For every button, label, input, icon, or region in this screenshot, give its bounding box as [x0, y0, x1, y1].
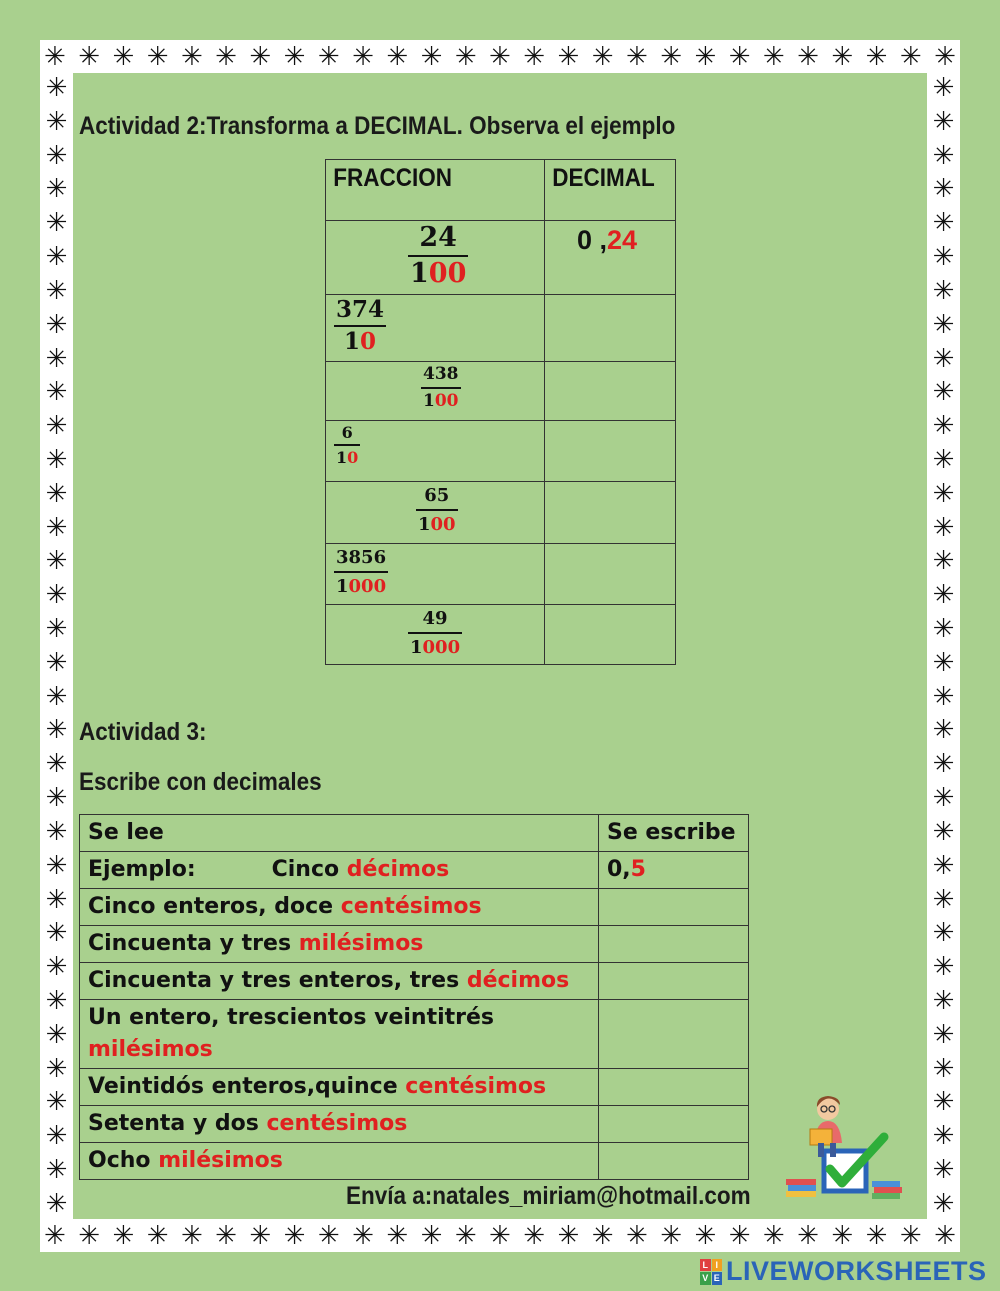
denominator: 10: [336, 448, 359, 467]
border-flower-icon: ✳: [146, 1220, 169, 1251]
border-flower-icon: ✳: [694, 1220, 717, 1251]
activity2-title: Actividad 2:Transforma a DECIMAL. Observa el ejemplo: [79, 112, 676, 140]
border-flower-icon: ✳: [45, 918, 68, 949]
border-flower-icon: ✳: [728, 41, 751, 72]
border-flower-icon: ✳: [45, 208, 68, 239]
border-flower-icon: ✳: [45, 106, 68, 137]
decimal-answer-input[interactable]: [545, 482, 676, 544]
fraction: [408, 221, 468, 291]
table-row-example: [80, 852, 749, 889]
border-flower-icon: ✳: [694, 41, 717, 72]
denominator: 1000: [410, 637, 461, 658]
border-flower-icon: ✳: [215, 41, 237, 72]
border-flower-icon: ✳: [78, 1220, 101, 1251]
denominator: 100: [418, 514, 456, 535]
email-footer: Envía a:natales_miriam@hotmail.com: [346, 1182, 751, 1210]
border-flower-icon: ✳: [932, 1019, 955, 1050]
top-border-decoration: [40, 40, 960, 73]
numerator: 49: [422, 608, 448, 629]
decimal-answer-input[interactable]: [545, 362, 676, 421]
read-text: Ocho milésimos: [80, 1143, 599, 1180]
numerator: 6: [341, 423, 353, 442]
activity3-title: Actividad 3:: [79, 718, 207, 746]
border-flower-icon: ✳: [591, 41, 614, 72]
border-flower-icon: ✳: [932, 512, 955, 543]
border-flower-icon: ✳: [44, 41, 66, 72]
border-flower-icon: ✳: [932, 1188, 955, 1219]
numerator: 3856: [336, 547, 387, 568]
numerator: 65: [424, 485, 450, 506]
border-flower-icon: ✳: [249, 41, 272, 72]
denominator: 1000: [336, 576, 387, 597]
liveworksheets-brand: [700, 1256, 987, 1287]
border-flower-icon: ✳: [45, 1053, 68, 1084]
border-flower-icon: ✳: [45, 343, 68, 374]
table-row: [80, 926, 749, 963]
numerator: 24: [419, 222, 457, 253]
border-flower-icon: ✳: [797, 41, 819, 72]
decimal-answer-input[interactable]: [545, 421, 676, 482]
border-flower-icon: ✳: [45, 850, 68, 881]
border-flower-icon: ✳: [45, 411, 68, 442]
border-flower-icon: ✳: [660, 1220, 683, 1251]
table-row: [326, 605, 676, 665]
decimal-answer-input[interactable]: [545, 605, 676, 665]
border-flower-icon: ✳: [932, 377, 955, 408]
border-flower-icon: ✳: [932, 478, 955, 509]
table-row: [80, 1069, 749, 1106]
border-flower-icon: ✳: [932, 884, 955, 915]
border-flower-icon: ✳: [932, 850, 955, 881]
denominator: 100: [410, 258, 467, 289]
decimal-header: DECIMAL: [545, 160, 676, 221]
border-flower-icon: ✳: [45, 478, 68, 509]
border-flower-icon: ✳: [932, 647, 955, 678]
border-flower-icon: ✳: [215, 1220, 237, 1251]
decimal-answer-input[interactable]: [545, 295, 676, 362]
table-row: [326, 544, 676, 605]
border-flower-icon: ✳: [932, 985, 955, 1016]
border-flower-icon: ✳: [932, 783, 955, 814]
border-flower-icon: ✳: [557, 1220, 580, 1251]
border-flower-icon: ✳: [523, 1220, 546, 1251]
denominator: 100: [423, 391, 459, 411]
border-flower-icon: ✳: [45, 546, 68, 577]
table-row: [80, 963, 749, 1000]
fraction: [421, 362, 461, 414]
border-flower-icon: ✳: [78, 41, 101, 72]
border-flower-icon: ✳: [932, 1121, 955, 1152]
border-flower-icon: ✳: [317, 41, 340, 72]
write-header: Se escribe: [599, 815, 749, 852]
table-row: [326, 421, 676, 482]
border-flower-icon: ✳: [45, 681, 68, 712]
border-flower-icon: ✳: [932, 1155, 955, 1185]
border-flower-icon: ✳: [762, 41, 785, 72]
border-flower-icon: ✳: [932, 174, 955, 205]
fraction: [416, 482, 458, 538]
border-flower-icon: ✳: [932, 411, 955, 442]
border-flower-icon: ✳: [45, 783, 68, 814]
border-flower-icon: ✳: [932, 275, 955, 306]
decimal-answer-input[interactable]: [545, 544, 676, 605]
read-text: Cincuenta y tres milésimos: [80, 926, 599, 963]
border-flower-icon: ✳: [45, 1188, 68, 1219]
border-flower-icon: ✳: [932, 73, 955, 103]
border-flower-icon: ✳: [899, 41, 922, 72]
border-flower-icon: ✳: [45, 444, 68, 475]
right-border-decoration: [927, 73, 960, 1219]
border-flower-icon: ✳: [45, 1019, 68, 1050]
border-flower-icon: ✳: [45, 715, 68, 746]
border-flower-icon: ✳: [557, 41, 580, 72]
border-flower-icon: ✳: [660, 41, 683, 72]
border-flower-icon: ✳: [352, 1220, 374, 1251]
border-flower-icon: ✳: [932, 580, 955, 611]
border-flower-icon: ✳: [934, 1220, 956, 1251]
read-write-table: [79, 814, 749, 1180]
border-flower-icon: ✳: [932, 1087, 955, 1118]
brand-text: LIVEWORKSHEETS: [726, 1256, 987, 1286]
border-flower-icon: ✳: [45, 1087, 68, 1118]
table-row: [326, 295, 676, 362]
border-flower-icon: ✳: [180, 41, 203, 72]
border-flower-icon: ✳: [45, 952, 68, 983]
border-flower-icon: ✳: [523, 41, 546, 72]
border-flower-icon: ✳: [932, 749, 955, 780]
border-flower-icon: ✳: [932, 715, 955, 746]
border-flower-icon: ✳: [283, 1220, 306, 1251]
fraction: [334, 544, 388, 600]
fraction: [334, 295, 386, 357]
write-answer-input[interactable]: [599, 1106, 749, 1143]
write-answer-input[interactable]: [599, 963, 749, 1000]
border-flower-icon: ✳: [45, 884, 68, 915]
border-flower-icon: ✳: [831, 41, 854, 72]
denominator: 10: [343, 328, 377, 355]
fraction-table: [325, 159, 676, 665]
border-flower-icon: ✳: [45, 647, 68, 678]
border-flower-icon: ✳: [831, 1220, 854, 1251]
border-flower-icon: ✳: [932, 140, 955, 171]
activity3-subtitle: Escribe con decimales: [79, 768, 322, 796]
border-flower-icon: ✳: [180, 1220, 203, 1251]
write-answer-input[interactable]: [599, 1000, 749, 1069]
table-row: [326, 482, 676, 544]
table-row: [80, 1000, 749, 1069]
numerator: 438: [423, 364, 459, 384]
border-flower-icon: ✳: [420, 1220, 443, 1251]
table-row: [80, 1106, 749, 1143]
border-flower-icon: ✳: [865, 1220, 888, 1251]
write-answer-input[interactable]: [599, 1069, 749, 1106]
border-flower-icon: ✳: [728, 1220, 751, 1251]
border-flower-icon: ✳: [762, 1220, 785, 1251]
border-flower-icon: ✳: [317, 1220, 340, 1251]
border-flower-icon: ✳: [932, 952, 955, 983]
border-flower-icon: ✳: [934, 41, 956, 72]
read-text: Veintidós enteros,quince centésimos: [80, 1069, 599, 1106]
table-row: [326, 362, 676, 421]
write-answer-input[interactable]: [599, 1143, 749, 1180]
border-flower-icon: ✳: [45, 749, 68, 780]
table-row: [80, 889, 749, 926]
border-flower-icon: ✳: [932, 816, 955, 847]
border-flower-icon: ✳: [283, 41, 306, 72]
border-flower-icon: ✳: [625, 41, 648, 72]
fraction-header: FRACCION: [326, 160, 545, 221]
bottom-border-decoration: [40, 1219, 960, 1252]
border-flower-icon: ✳: [591, 1220, 614, 1251]
decimal-answer-example: 0 ,24: [545, 221, 676, 295]
border-flower-icon: ✳: [45, 816, 68, 847]
border-flower-icon: ✳: [45, 275, 68, 306]
border-flower-icon: ✳: [352, 41, 374, 72]
liveworksheets-logo-icon: L I V E: [700, 1259, 722, 1285]
border-flower-icon: ✳: [489, 41, 511, 72]
border-flower-icon: ✳: [932, 1053, 955, 1084]
border-flower-icon: ✳: [454, 41, 477, 72]
border-flower-icon: ✳: [45, 242, 68, 273]
read-text: Un entero, trescientos veintitrés milésimos: [80, 1000, 599, 1069]
border-flower-icon: ✳: [45, 512, 68, 543]
border-flower-icon: ✳: [45, 73, 68, 103]
write-answer-input[interactable]: [599, 926, 749, 963]
write-answer-input[interactable]: [599, 889, 749, 926]
border-flower-icon: ✳: [797, 1220, 819, 1251]
border-flower-icon: ✳: [45, 580, 68, 611]
border-flower-icon: ✳: [112, 1220, 135, 1251]
border-flower-icon: ✳: [932, 444, 955, 475]
border-flower-icon: ✳: [112, 41, 135, 72]
border-flower-icon: ✳: [899, 1220, 922, 1251]
border-flower-icon: ✳: [386, 1220, 409, 1251]
border-flower-icon: ✳: [45, 309, 68, 340]
border-flower-icon: ✳: [45, 1155, 68, 1185]
border-flower-icon: ✳: [454, 1220, 477, 1251]
read-header: Se lee: [80, 815, 599, 852]
read-text: Cincuenta y tres enteros, tres décimos: [80, 963, 599, 1000]
numerator: 374: [336, 296, 385, 323]
example-answer: 0,5: [599, 852, 749, 889]
table-row: [80, 1143, 749, 1180]
border-flower-icon: ✳: [932, 242, 955, 273]
table-row: [326, 221, 676, 295]
border-flower-icon: ✳: [45, 174, 68, 205]
border-flower-icon: ✳: [932, 918, 955, 949]
border-flower-icon: ✳: [932, 106, 955, 137]
teacher-checkmark-illustration: [784, 1093, 910, 1208]
border-flower-icon: ✳: [489, 1220, 511, 1251]
read-text: Setenta y dos centésimos: [80, 1106, 599, 1143]
border-flower-icon: ✳: [932, 614, 955, 644]
border-flower-icon: ✳: [45, 985, 68, 1016]
table-header-row: [80, 815, 749, 852]
read-text: Cinco enteros, doce centésimos: [80, 889, 599, 926]
example-text: Ejemplo: Cinco décimos: [80, 852, 599, 889]
border-flower-icon: ✳: [45, 140, 68, 171]
border-flower-icon: ✳: [386, 41, 409, 72]
border-flower-icon: ✳: [625, 1220, 648, 1251]
border-flower-icon: ✳: [932, 681, 955, 712]
border-flower-icon: ✳: [932, 309, 955, 340]
fraction: [408, 605, 462, 661]
fraction: [334, 421, 360, 469]
border-flower-icon: ✳: [932, 343, 955, 374]
border-flower-icon: ✳: [420, 41, 443, 72]
border-flower-icon: ✳: [865, 41, 888, 72]
border-flower-icon: ✳: [932, 546, 955, 577]
left-border-decoration: [40, 73, 73, 1219]
border-flower-icon: ✳: [146, 41, 169, 72]
border-flower-icon: ✳: [932, 208, 955, 239]
border-flower-icon: ✳: [45, 1121, 68, 1152]
border-flower-icon: ✳: [45, 377, 68, 408]
border-flower-icon: ✳: [44, 1220, 66, 1251]
border-flower-icon: ✳: [45, 614, 68, 644]
border-flower-icon: ✳: [249, 1220, 272, 1251]
